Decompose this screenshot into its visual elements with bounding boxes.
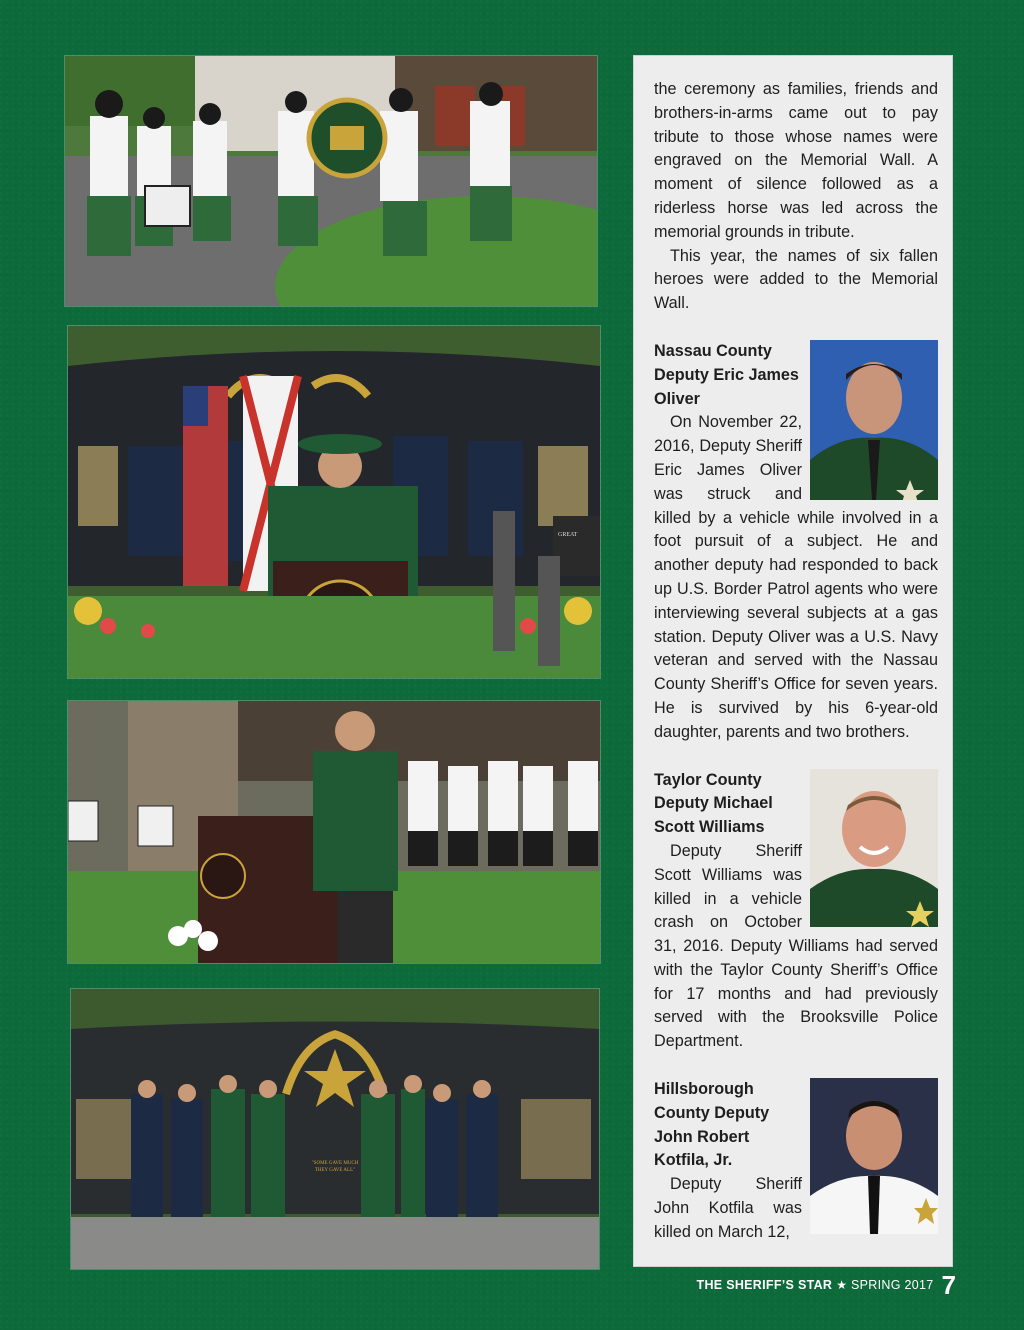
body-kotfila: Deputy Sheriff John Kotfila was killed on March 12, [654, 1175, 802, 1241]
article-paragraph-1: the ceremony as families, friends and brothers-in-arms came out to pay tribute to those whose names were engraved on the Memorial Wall. A moment of silence followed as a riderless horse was led across the memorial grounds in tribute. [654, 80, 938, 241]
heading-williams-line-2: Deputy Michael [654, 794, 773, 813]
photo-memorial-speaker [67, 325, 601, 679]
svg-text:"SOME GAVE MUCH: "SOME GAVE MUCH [311, 1161, 359, 1166]
page-number: 7 [941, 1270, 956, 1300]
portrait-kotfila [810, 1078, 938, 1234]
heading-williams-line-1: Taylor County [654, 770, 762, 789]
portrait-oliver [810, 340, 938, 500]
heading-kotfila-line-2: County Deputy [654, 1103, 770, 1122]
heading-kotfila-line-4: Kotfila, Jr. [654, 1151, 733, 1170]
heading-kotfila-line-3: John Robert [654, 1127, 750, 1146]
photo-bagpipers [64, 55, 598, 307]
body-williams: Deputy Sheriff Scott Williams was killed in a vehicle crash on October 31, 2016. Deputy Williams had served with the Taylor County Sheriff’s Office for 17 months and had previously served with the Brooksville Police Department. [654, 841, 938, 1051]
page-footer [697, 1270, 956, 1300]
section-oliver [654, 340, 938, 745]
issue-season: SPRING 2017 [851, 1278, 934, 1292]
article-panel [633, 55, 953, 1267]
publication-name: THE SHERIFF’S STAR [696, 1278, 833, 1292]
heading-oliver-line-3: Oliver [654, 389, 700, 408]
photo-speaker-green-jacket [67, 700, 601, 964]
heading-williams-line-3: Scott Williams [654, 818, 765, 837]
photo-honor-guard [70, 988, 600, 1270]
heading-oliver-line-1: Nassau County [654, 341, 772, 360]
article-paragraph-2: This year, the names of six fallen heroes were added to the Memorial Wall. [654, 246, 938, 313]
body-oliver: On November 22, 2016, Deputy Sheriff Eric James Oliver was struck and killed by a vehicle while involved in a foot pursuit of a subject. He and another deputy had responded to back up U.S. Border Patrol agents who were interviewing several subjects at a gas station. Deputy Oliver was a U.S. Navy veteran and served with the Nassau County Sheriff’s Office for seven years. He is survived by his 6-year-old daughter, parents and two brothers. [654, 413, 938, 741]
section-williams [654, 769, 938, 1055]
star-icon: ★ [836, 1278, 848, 1292]
portrait-williams [810, 769, 938, 927]
heading-kotfila-line-1: Hillsborough [654, 1080, 754, 1099]
heading-oliver-line-2: Deputy Eric James [654, 365, 799, 384]
section-kotfila [654, 1078, 938, 1245]
svg-text:THEY GAVE ALL": THEY GAVE ALL" [314, 1168, 356, 1173]
svg-text:GREAT: GREAT [558, 532, 578, 538]
